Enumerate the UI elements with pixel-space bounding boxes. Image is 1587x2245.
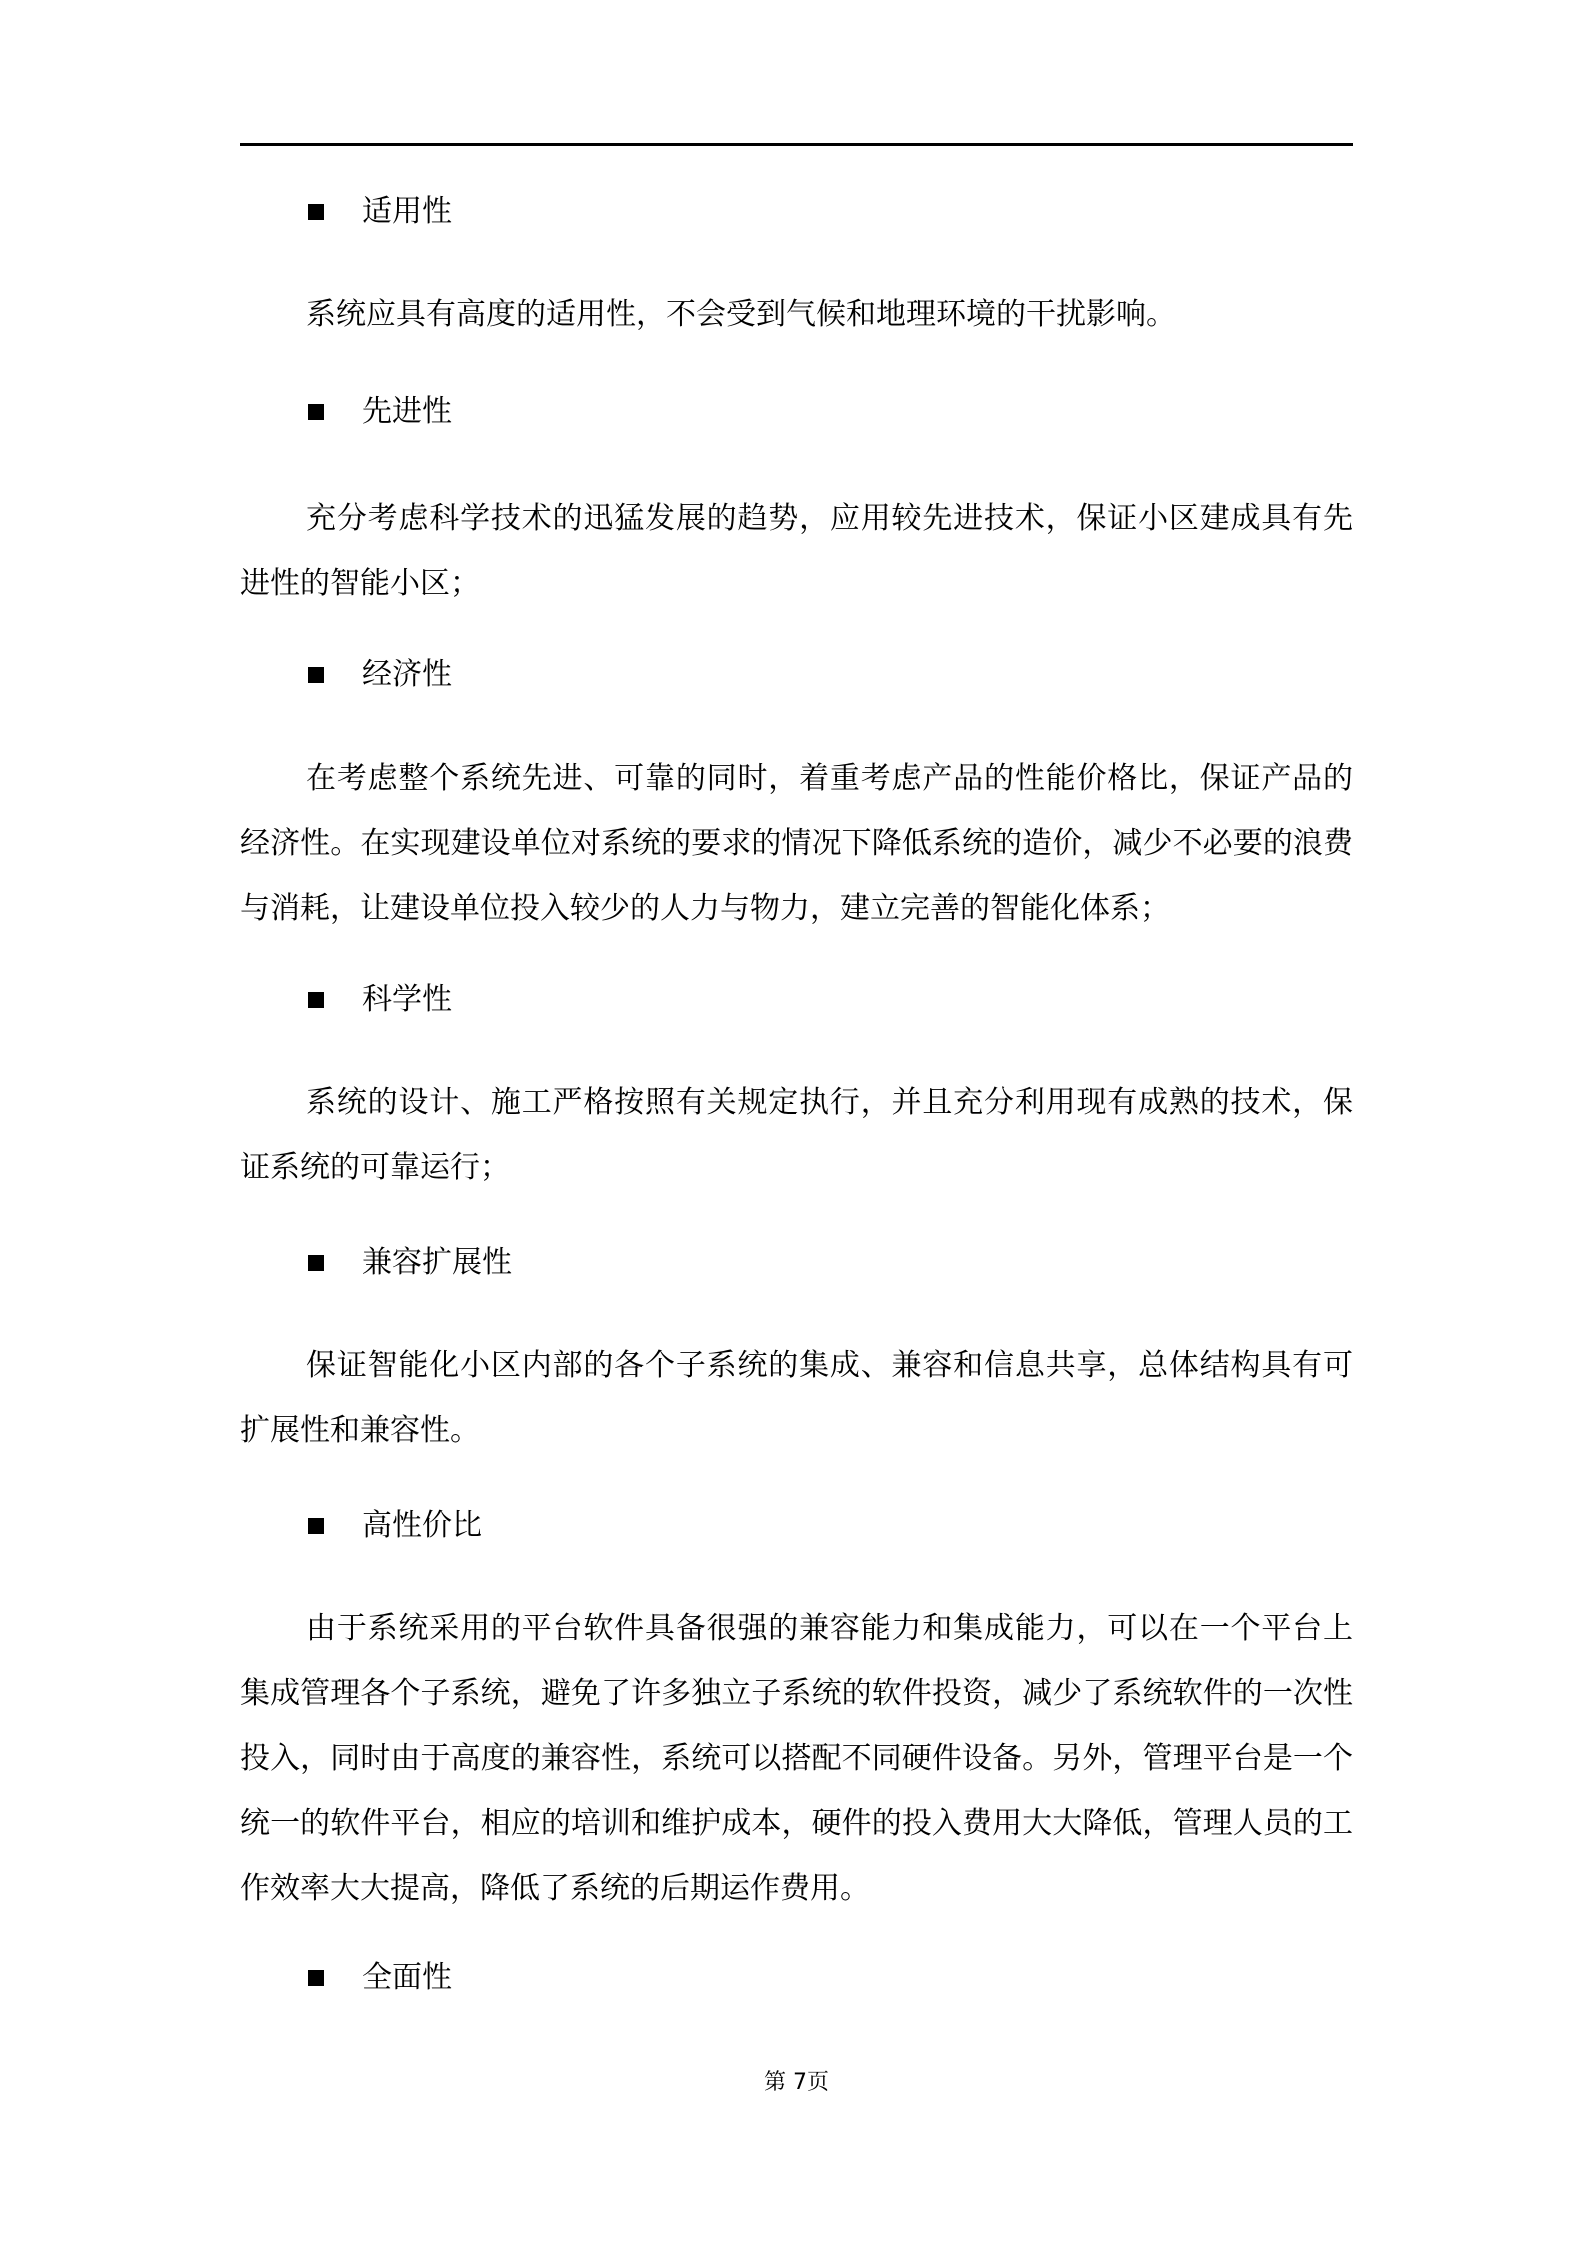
section-heading-applicability	[308, 192, 452, 232]
document-page	[240, 0, 1353, 2245]
section-paragraph-economy: 在考虑整个系统先进、可靠的同时，着重考虑产品的性能价格比，保证产品的经济性。在实现建设单位对系统的要求的情况下降低系统的造价，减少不必要的浪费与消耗，让建设单位投入较少的人力与物力，建立完善的智能化体系；	[240, 761, 1353, 926]
heading-text: 高性价比	[362, 1508, 482, 1543]
section-heading-comprehensiveness	[308, 1958, 452, 1998]
header-rule	[240, 143, 1353, 146]
page-number: 第 7页	[764, 2070, 829, 2095]
square-bullet-icon	[308, 404, 324, 420]
heading-text: 全面性	[362, 1960, 452, 1995]
section-paragraph-applicability: 系统应具有高度的适用性，不会受到气候和地理环境的干扰影响。	[306, 297, 1176, 332]
square-bullet-icon	[308, 1518, 324, 1534]
heading-text: 科学性	[362, 982, 452, 1017]
square-bullet-icon	[308, 204, 324, 220]
square-bullet-icon	[308, 992, 324, 1008]
section-paragraph-compatibility: 保证智能化小区内部的各个子系统的集成、兼容和信息共享，总体结构具有可扩展性和兼容性。	[240, 1348, 1353, 1448]
section-paragraph-scientific: 系统的设计、施工严格按照有关规定执行，并且充分利用现有成熟的技术，保证系统的可靠运行；	[240, 1085, 1353, 1185]
heading-text: 先进性	[362, 394, 452, 429]
square-bullet-icon	[308, 667, 324, 683]
section-paragraph-advancement: 充分考虑科学技术的迅猛发展的趋势，应用较先进技术，保证小区建成具有先进性的智能小区；	[240, 501, 1353, 601]
square-bullet-icon	[308, 1970, 324, 1986]
section-paragraph-cost-performance: 由于系统采用的平台软件具备很强的兼容能力和集成能力，可以在一个平台上集成管理各个子系统，避免了许多独立子系统的软件投资，减少了系统软件的一次性投入，同时由于高度的兼容性，系统可以搭配不同硬件设备。另外，管理平台是一个统一的软件平台，相应的培训和维护成本，硬件的投入费用大大降低，管理人员的工作效率大大提高，降低了系统的后期运作费用。	[240, 1611, 1353, 1906]
section-heading-cost-performance	[308, 1506, 482, 1546]
section-heading-economy	[308, 655, 452, 695]
section-heading-advancement	[308, 392, 452, 432]
heading-text: 兼容扩展性	[362, 1245, 512, 1280]
section-heading-compatibility	[308, 1243, 512, 1283]
square-bullet-icon	[308, 1255, 324, 1271]
section-heading-scientific	[308, 980, 452, 1020]
heading-text: 适用性	[362, 194, 452, 229]
heading-text: 经济性	[362, 657, 452, 692]
